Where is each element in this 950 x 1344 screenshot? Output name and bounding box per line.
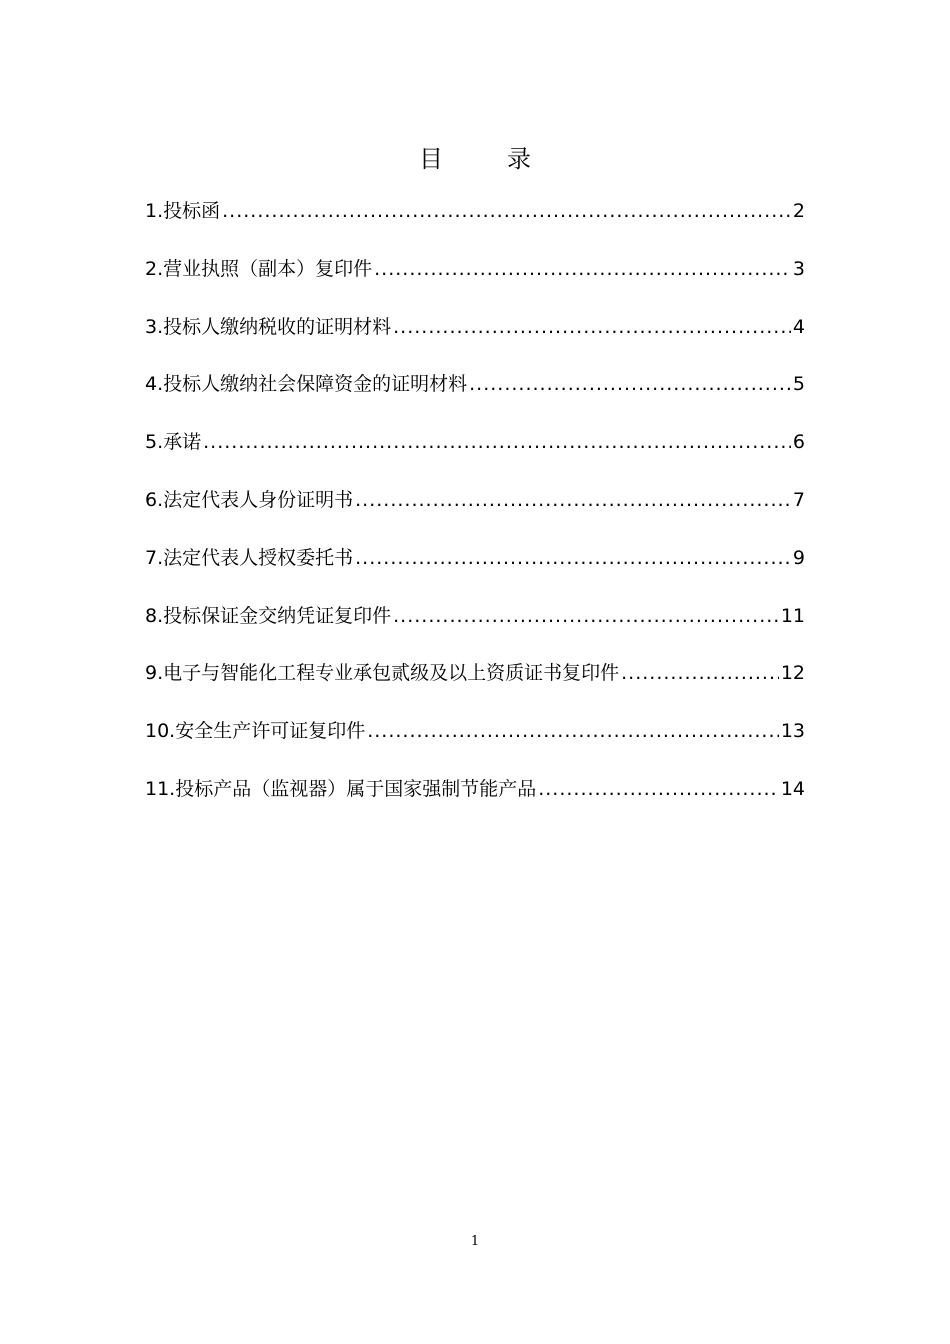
toc-entry-text: 10.安全生产许可证复印件	[145, 720, 366, 743]
toc-leader-dots	[393, 601, 779, 631]
toc-entry-page: 13	[780, 720, 805, 743]
toc-entry-page: 12	[780, 662, 805, 685]
toc-entry-text: 8.投标保证金交纳凭证复印件	[145, 604, 392, 627]
toc-entry-text: 6.法定代表人身份证明书	[145, 488, 354, 511]
toc-leader-dots	[621, 658, 779, 688]
toc-leader-dots	[393, 312, 791, 342]
toc-leader-dots	[355, 543, 791, 573]
toc-leader-dots	[355, 485, 791, 515]
page-number: 1	[470, 1234, 480, 1249]
toc-entry-page: 14	[780, 777, 805, 800]
toc-entry-page: 9	[792, 546, 805, 569]
toc-leader-dots	[367, 716, 779, 746]
toc-entry[interactable]	[145, 312, 805, 370]
toc-entry[interactable]	[145, 254, 805, 312]
toc-entry[interactable]	[145, 716, 805, 774]
toc-entry-text: 11.投标产品（监视器）属于国家强制节能产品	[145, 777, 537, 800]
toc-leader-dots	[374, 254, 791, 284]
toc-entry-page: 5	[792, 373, 805, 396]
toc-leader-dots	[538, 774, 779, 804]
toc-list	[145, 196, 805, 832]
toc-entry-page: 6	[792, 431, 805, 454]
toc-entry-page: 4	[792, 315, 805, 338]
toc-entry-text: 9.电子与智能化工程专业承包贰级及以上资质证书复印件	[145, 662, 620, 685]
toc-entry[interactable]	[145, 427, 805, 485]
toc-entry[interactable]	[145, 196, 805, 254]
toc-entry[interactable]	[145, 485, 805, 543]
toc-entry-page: 11	[780, 604, 805, 627]
toc-entry-text: 2.营业执照（副本）复印件	[145, 257, 373, 280]
toc-entry-text: 4.投标人缴纳社会保障资金的证明材料	[145, 373, 468, 396]
toc-leader-dots	[203, 427, 791, 457]
toc-entry-page: 7	[792, 488, 805, 511]
toc-entry-page: 3	[792, 257, 805, 280]
toc-entry[interactable]	[145, 658, 805, 716]
toc-entry-text: 1.投标函	[145, 200, 221, 222]
toc-entry-text: 7.法定代表人授权委托书	[145, 546, 354, 569]
toc-title	[0, 143, 950, 175]
toc-entry-page: 2	[792, 200, 805, 222]
toc-entry[interactable]	[145, 543, 805, 601]
toc-entry[interactable]	[145, 774, 805, 832]
toc-entry[interactable]	[145, 369, 805, 427]
toc-entry-text: 3.投标人缴纳税收的证明材料	[145, 315, 392, 338]
toc-leader-dots	[469, 369, 791, 399]
toc-title-char-2: 录	[507, 145, 531, 173]
toc-leader-dots	[222, 196, 791, 226]
toc-title-char-1: 目	[419, 145, 443, 173]
toc-entry-text: 5.承诺	[145, 431, 202, 454]
toc-entry[interactable]	[145, 601, 805, 659]
